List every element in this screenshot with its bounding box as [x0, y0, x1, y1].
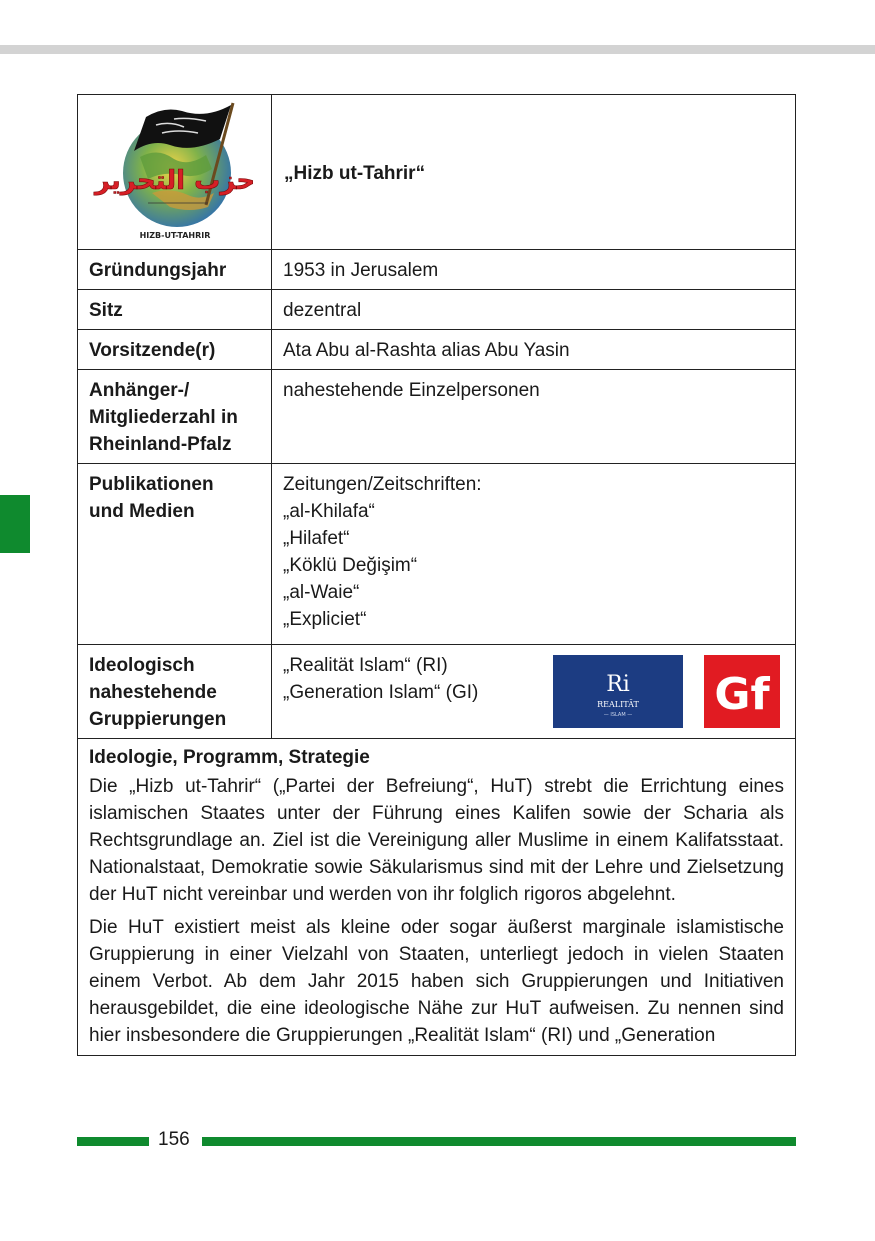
- related-item: „Realität Islam“ (RI): [283, 655, 448, 676]
- generation-islam-logo: [704, 655, 780, 728]
- chapter-tab: [0, 495, 30, 553]
- footer-rule-left: [77, 1137, 149, 1146]
- seat-label: Sitz: [78, 290, 272, 330]
- members-value: nahestehende Einzelpersonen: [272, 370, 796, 464]
- publication-item: „Köklü Değişim“: [283, 555, 418, 576]
- seat-value: dezentral: [272, 290, 796, 330]
- related-label-line: nahestehende: [89, 682, 217, 703]
- publications-label: [78, 464, 272, 645]
- profile-table: [77, 94, 796, 1056]
- hizb-ut-tahrir-logo: [78, 95, 272, 241]
- ri-logo-glyph: Ri: [606, 672, 630, 697]
- section-paragraph: Die HuT existiert meist als kleine oder sogar äußerst marginale islamistische Gruppierung in einer Vielzahl von Staaten, unterliegt jedoch in vielen Staaten einem Verbot. Ab dem Jahr 2015 haben sich Gruppierungen und Initiativen herausgebildet, die eine ideologische Nähe zur HuT aufweisen. Zu nennen sind hier insbesondere die Gruppierungen „Realität Islam“ (RI) und „Generation: [89, 917, 784, 1046]
- related-value: [272, 645, 796, 739]
- section-paragraph: Die „Hizb ut-Tahrir“ („Partei der Befreiung“, HuT) strebt die Errichtung eines islamischen Staates unter der Führung eines Kalifen sowie der Scharia als Rechtsgrundlage an. Ziel ist die Vereinigung aller Muslime in einem Kalifatsstaat. Nationalstaat, Demokratie sowie Säkularismus sind mit der Lehre und Zielsetzung der HuT nicht vereinbar und werden von ihr folglich rigoros abgelehnt.: [89, 776, 784, 905]
- publication-item: „Hilafet“: [283, 528, 350, 549]
- header-row: [78, 95, 796, 250]
- realitaet-islam-logo: [553, 655, 683, 728]
- members-row: [78, 370, 796, 464]
- publication-item: „al-Waie“: [283, 582, 360, 603]
- ri-logo-word: REALITÄT: [597, 700, 639, 709]
- publications-intro: Zeitungen/Zeitschriften:: [283, 474, 482, 495]
- page-number: 156: [158, 1129, 190, 1150]
- members-label-line: Anhänger-/: [89, 380, 190, 401]
- related-label: [78, 645, 272, 739]
- publication-item: „al-Khilafa“: [283, 501, 375, 522]
- related-row: [78, 645, 796, 739]
- ri-logo-sub: — ISLAM —: [603, 712, 633, 718]
- members-label: [78, 370, 272, 464]
- related-label-line: Ideologisch: [89, 655, 195, 676]
- founding-label: Gründungsjahr: [78, 250, 272, 290]
- publications-row: [78, 464, 796, 645]
- related-label-line: Gruppierungen: [89, 709, 227, 730]
- publications-label-line: Publikationen: [89, 474, 214, 495]
- chair-row: [78, 330, 796, 370]
- founding-row: [78, 250, 796, 290]
- members-label-line: Mitgliederzahl in: [89, 407, 238, 428]
- section-title: Ideologie, Programm, Strategie: [89, 747, 370, 768]
- publications-value: [272, 464, 796, 645]
- related-item: „Generation Islam“ (GI): [283, 682, 479, 703]
- publications-label-line: und Medien: [89, 501, 195, 522]
- ideology-section: [78, 739, 796, 1056]
- logo-caption: HIZB-UT-TAHRIR: [139, 231, 211, 240]
- gi-logo-glyph: Gf: [714, 669, 770, 720]
- seat-row: [78, 290, 796, 330]
- top-rule: [0, 45, 875, 54]
- footer-rule-right: [202, 1137, 796, 1146]
- chair-label: Vorsitzende(r): [78, 330, 272, 370]
- logo-cell: [78, 95, 272, 250]
- founding-value: 1953 in Jerusalem: [272, 250, 796, 290]
- publication-item: „Expliciet“: [283, 609, 367, 630]
- organization-name: „Hizb ut-Tahrir“: [272, 95, 796, 250]
- chair-value: Ata Abu al-Rashta alias Abu Yasin: [272, 330, 796, 370]
- logo-arabic-title: حزب التحرير: [94, 166, 256, 196]
- members-label-line: Rheinland-Pfalz: [89, 434, 232, 455]
- ideology-row: [78, 739, 796, 1056]
